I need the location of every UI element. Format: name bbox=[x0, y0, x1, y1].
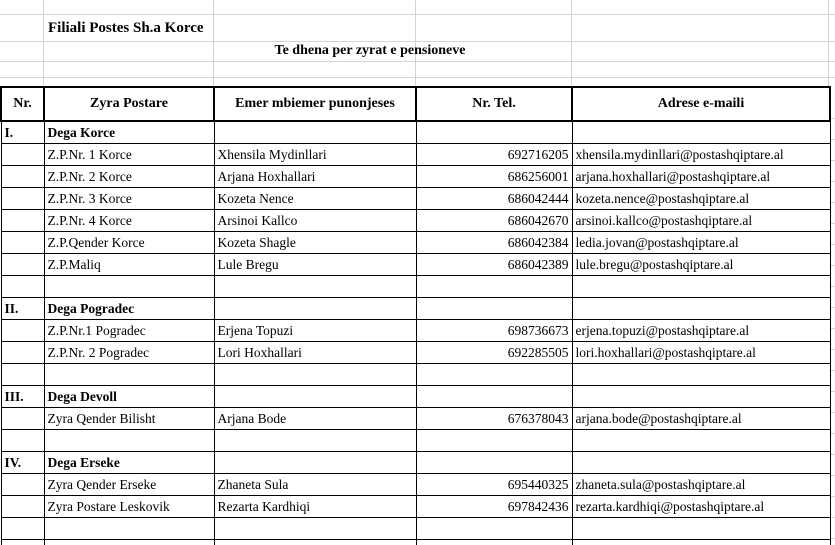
cell-employee[interactable]: Erjena Topuzi bbox=[214, 320, 416, 342]
cell-employee[interactable] bbox=[214, 386, 416, 408]
cell-employee[interactable] bbox=[214, 364, 416, 386]
cell-tel[interactable] bbox=[416, 430, 572, 452]
cell-office[interactable]: Zyra Qender Erseke bbox=[44, 474, 214, 496]
cell-employee[interactable] bbox=[214, 298, 416, 320]
cell-office[interactable]: Z.P.Qender Korce bbox=[44, 232, 214, 254]
cell-tel[interactable] bbox=[416, 386, 572, 408]
cell-office[interactable]: Z.P.Nr. 2 Pogradec bbox=[44, 342, 214, 364]
cell-tel[interactable]: 686042670 bbox=[416, 210, 572, 232]
cell-nr[interactable] bbox=[1, 210, 44, 232]
cell-office[interactable]: Z.P.Nr. 3 Korce bbox=[44, 188, 214, 210]
cell-employee[interactable] bbox=[214, 121, 416, 144]
cell-tel[interactable]: 686042444 bbox=[416, 188, 572, 210]
section-row bbox=[1, 386, 830, 408]
cell-employee[interactable] bbox=[214, 452, 416, 474]
cell-nr[interactable] bbox=[1, 232, 44, 254]
cell-email[interactable] bbox=[572, 386, 830, 408]
gridline bbox=[0, 61, 835, 62]
empty-row bbox=[1, 364, 830, 386]
cell-tel[interactable] bbox=[416, 540, 572, 545]
cell-tel[interactable]: 686256001 bbox=[416, 166, 572, 188]
cell-office[interactable]: Dega Erseke bbox=[44, 452, 214, 474]
cell-tel[interactable]: 676378043 bbox=[416, 408, 572, 430]
section-row bbox=[1, 452, 830, 474]
table-row bbox=[1, 496, 830, 518]
cell-email[interactable]: erjena.topuzi@postashqiptare.al bbox=[572, 320, 830, 342]
column-header-emer-mbiemer-punonjeses[interactable]: Emer mbiemer punonjeses bbox=[214, 87, 416, 121]
cell-office[interactable]: Zyra Qender Bilisht bbox=[44, 408, 214, 430]
cell-employee[interactable]: Kozeta Shagle bbox=[214, 232, 416, 254]
cell-office[interactable]: Zyra Postare Leskovik bbox=[44, 496, 214, 518]
cell-email[interactable]: arjana.bode@postashqiptare.al bbox=[572, 408, 830, 430]
cell-employee[interactable] bbox=[214, 518, 416, 540]
cell-nr[interactable] bbox=[1, 166, 44, 188]
empty-row bbox=[1, 518, 830, 540]
cell-nr[interactable]: I. bbox=[1, 121, 44, 144]
sheet-title[interactable]: Filiali Postes Sh.a Korce bbox=[48, 20, 204, 36]
cell-office[interactable] bbox=[44, 518, 214, 540]
cell-email[interactable]: lule.bregu@postashqiptare.al bbox=[572, 254, 830, 276]
cell-email[interactable]: lori.hoxhallari@postashqiptare.al bbox=[572, 342, 830, 364]
cell-email[interactable] bbox=[572, 121, 830, 144]
cell-tel[interactable] bbox=[416, 276, 572, 298]
cell-employee[interactable]: Rezarta Kardhiqi bbox=[214, 496, 416, 518]
cell-office[interactable]: Dega Korce bbox=[44, 121, 214, 144]
cell-nr[interactable] bbox=[1, 188, 44, 210]
cell-tel[interactable] bbox=[416, 452, 572, 474]
cell-office[interactable] bbox=[44, 276, 214, 298]
cell-office[interactable] bbox=[44, 364, 214, 386]
cell-employee[interactable]: Arjana Hoxhallari bbox=[214, 166, 416, 188]
column-header-zyra-postare[interactable]: Zyra Postare bbox=[44, 87, 214, 121]
table-row bbox=[1, 144, 830, 166]
table-row bbox=[1, 210, 830, 232]
cell-office[interactable]: Dega Pogradec bbox=[44, 298, 214, 320]
cell-employee[interactable]: Kozeta Nence bbox=[214, 188, 416, 210]
cell-employee[interactable]: Lori Hoxhallari bbox=[214, 342, 416, 364]
cell-employee[interactable]: Xhensila Mydinllari bbox=[214, 144, 416, 166]
cell-nr[interactable] bbox=[1, 254, 44, 276]
cell-tel[interactable]: 698736673 bbox=[416, 320, 572, 342]
table-row bbox=[1, 474, 830, 496]
table-row bbox=[1, 320, 830, 342]
table-row bbox=[1, 166, 830, 188]
table-row bbox=[1, 342, 830, 364]
cell-tel[interactable] bbox=[416, 518, 572, 540]
cell-nr[interactable] bbox=[1, 474, 44, 496]
cell-tel[interactable]: 692285505 bbox=[416, 342, 572, 364]
cell-email[interactable] bbox=[572, 298, 830, 320]
cell-tel[interactable] bbox=[416, 121, 572, 144]
cell-email[interactable] bbox=[572, 540, 830, 545]
cell-email[interactable]: arjana.hoxhallari@postashqiptare.al bbox=[572, 166, 830, 188]
cell-nr[interactable]: IV. bbox=[1, 452, 44, 474]
cell-email[interactable] bbox=[572, 452, 830, 474]
cell-nr[interactable] bbox=[1, 430, 44, 452]
cell-employee[interactable]: Arjana Bode bbox=[214, 408, 416, 430]
gridline bbox=[0, 14, 835, 15]
cell-email[interactable]: arsinoi.kallco@postashqiptare.al bbox=[572, 210, 830, 232]
cell-employee[interactable] bbox=[214, 276, 416, 298]
cell-office[interactable] bbox=[44, 540, 214, 545]
cell-nr[interactable] bbox=[1, 144, 44, 166]
cell-email[interactable]: xhensila.mydinllari@postashqiptare.al bbox=[572, 144, 830, 166]
empty-row bbox=[1, 540, 830, 545]
column-header-nr[interactable]: Nr. bbox=[1, 87, 44, 121]
table-row bbox=[1, 408, 830, 430]
cell-nr[interactable] bbox=[1, 540, 44, 545]
cell-office[interactable]: Dega Devoll bbox=[44, 386, 214, 408]
gridline bbox=[0, 77, 835, 78]
table-row bbox=[1, 232, 830, 254]
cell-email[interactable]: ledia.jovan@postashqiptare.al bbox=[572, 232, 830, 254]
cell-employee[interactable]: Zhaneta Sula bbox=[214, 474, 416, 496]
cell-email[interactable] bbox=[572, 430, 830, 452]
cell-office[interactable] bbox=[44, 430, 214, 452]
cell-office[interactable]: Z.P.Nr. 4 Korce bbox=[44, 210, 214, 232]
cell-nr[interactable] bbox=[1, 276, 44, 298]
column-header-adrese-e-maili[interactable]: Adrese e-maili bbox=[572, 87, 830, 121]
pensions-offices-table bbox=[0, 86, 831, 545]
cell-employee[interactable] bbox=[214, 430, 416, 452]
section-row bbox=[1, 121, 830, 144]
table-row bbox=[1, 254, 830, 276]
cell-tel[interactable]: 686042384 bbox=[416, 232, 572, 254]
sheet-subtitle[interactable]: Te dhena per zyrat e pensioneve bbox=[274, 43, 466, 58]
cell-tel[interactable] bbox=[416, 298, 572, 320]
cell-tel[interactable]: 692716205 bbox=[416, 144, 572, 166]
cell-office[interactable]: Z.P.Nr.1 Pogradec bbox=[44, 320, 214, 342]
cell-email[interactable]: rezarta.kardhiqi@postashqiptare.al bbox=[572, 496, 830, 518]
cell-employee[interactable]: Lule Bregu bbox=[214, 254, 416, 276]
gridline bbox=[828, 0, 829, 86]
table-row bbox=[1, 188, 830, 210]
cell-office[interactable]: Z.P.Nr. 2 Korce bbox=[44, 166, 214, 188]
cell-email[interactable]: kozeta.nence@postashqiptare.al bbox=[572, 188, 830, 210]
cell-employee[interactable]: Arsinoi Kallco bbox=[214, 210, 416, 232]
cell-tel[interactable]: 686042389 bbox=[416, 254, 572, 276]
cell-email[interactable]: zhaneta.sula@postashqiptare.al bbox=[572, 474, 830, 496]
cell-nr[interactable] bbox=[1, 408, 44, 430]
cell-email[interactable] bbox=[572, 364, 830, 386]
cell-tel[interactable]: 697842436 bbox=[416, 496, 572, 518]
header-row bbox=[1, 87, 830, 121]
cell-nr[interactable]: II. bbox=[1, 298, 44, 320]
cell-office[interactable]: Z.P.Nr. 1 Korce bbox=[44, 144, 214, 166]
empty-row bbox=[1, 430, 830, 452]
cell-nr[interactable]: III. bbox=[1, 386, 44, 408]
cell-nr[interactable] bbox=[1, 320, 44, 342]
gridline bbox=[0, 41, 835, 42]
empty-row bbox=[1, 276, 830, 298]
cell-employee[interactable] bbox=[214, 540, 416, 545]
cell-email[interactable] bbox=[572, 276, 830, 298]
cell-nr[interactable] bbox=[1, 364, 44, 386]
cell-nr[interactable] bbox=[1, 342, 44, 364]
cell-nr[interactable] bbox=[1, 518, 44, 540]
cell-office[interactable]: Z.P.Maliq bbox=[44, 254, 214, 276]
column-header-nr-tel[interactable]: Nr. Tel. bbox=[416, 87, 572, 121]
cell-email[interactable] bbox=[572, 518, 830, 540]
cell-tel[interactable]: 695440325 bbox=[416, 474, 572, 496]
section-row bbox=[1, 298, 830, 320]
cell-nr[interactable] bbox=[1, 496, 44, 518]
cell-tel[interactable] bbox=[416, 364, 572, 386]
